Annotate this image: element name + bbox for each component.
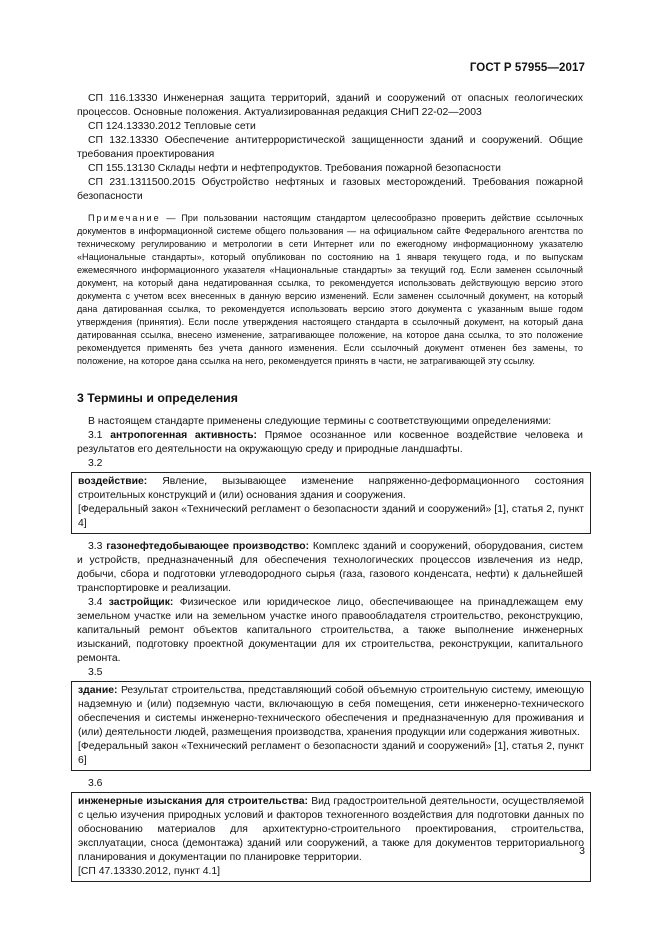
term-name: инженерные изыскания для строительства: [78,796,308,807]
term-number: 3.2 [88,458,103,469]
term-definition: Явление, вызывающее изменение напряженно-деформационного состояния строительных конструкций и (или) основания здания и сооружения. [78,476,584,501]
ref-item: СП 116.13330 Инженерная защита территорий, зданий и сооружений от опасных геологических процессов. Основные положения. Актуализированная редакция СНиП 22-02—2003 [77,93,583,118]
term-number: 3.3 [88,541,107,552]
note-text: — При пользовании настоящим стандартом целесообразно проверить действие ссылочных документов в информационной системе общего пользования — на официальном сайте Федерального агентства по техническому регулированию и метрологии в сети Интернет или по ежегодному информационному указателю «Национальные стандарты», который опубликован по состоянию на 1 января текущего года, и по выпускам ежемесячного информационного указателя «Национальные стандарты» за текущий год. Если заменен ссылочный документ, на который дана недатированная ссылка, то рекомендуется использовать действующую версию этого документа с учетом всех внесенных в данную версию изменений. Если заменен ссылочный документ, на который дана датированная ссылка, то рекомендуется использовать версию этого документа с указанным выше годом утверждения (принятия). Если после утверждения настоящего стандарта в ссылочный документ, на который дана датированная ссылка, внесено изменение, затрагивающее положение, на которое дана ссылка, то это положение рекомендуется применять без учета данного изменения. Если ссылочный документ отменен без замены, то положение, на которое дана ссылка на него, рекомендуется принять в части, не затрагивающей эту ссылку. [77,213,583,366]
ref-item: СП 155.13130 Склады нефти и нефтепродуктов. Требования пожарной безопасности [88,163,501,174]
term-number: 3.5 [88,667,103,678]
ref-item: СП 132.13330 Обеспечение антитеррористической защищенности зданий и сооружений. Общие требования проектирования [77,135,583,160]
term-source: [Федеральный закон «Технический регламент о безопасности зданий и сооружений» [1], статья 2, пункт 6] [78,741,584,766]
section-intro: В настоящем стандарте применены следующие термины с соответствующими определениями: [88,416,552,427]
ref-item: СП 231.1311500.2015 Обустройство нефтяных и газовых месторождений. Требования пожарной безопасности [77,177,583,202]
term-3-3 [77,540,583,596]
term-name: антропогенная активность: [110,430,257,441]
term-source: [Федеральный закон «Технический регламент о безопасности зданий и сооружений» [1], статья 2, пункт 4] [78,504,584,529]
term-definition: Комплекс зданий и сооружений, оборудования, систем и устройств, предназначенный для обеспечения технологических процессов извлечения из недр, добычи, сбора и подготовки углеводородного сырья (газа, газового конденсата, нефти) к дальнейшей транспортировке и реализации. [77,541,583,594]
note-label: Примечание [88,213,161,223]
term-3-1 [77,429,583,457]
term-number: 3.4 [88,597,109,608]
ref-item: СП 124.13330.2012 Тепловые сети [88,121,256,132]
page-number: 3 [579,845,585,857]
term-name: газонефтедобывающее производство: [106,541,310,552]
term-number: 3.6 [88,778,103,789]
section-title: 3 Термины и определения [77,391,238,405]
term-definition: Вид градостроительной деятельности, осуществляемой с целью изучения природных условий и факторов техногенного воздействия для подготовки данных по обоснованию материалов для архитектурно-строительного проектирования, строительства, эксплуатации, сноса (демонтажа) зданий или сооружений, а также для документов территориального планирования и документации по планировке территории. [78,796,585,863]
term-source: [СП 47.13330.2012, пункт 4.1] [78,866,221,877]
note-paragraph [77,212,583,368]
page-content [77,92,583,882]
term-box-3-2 [71,472,591,534]
term-box-3-5 [71,681,591,771]
term-3-4 [77,596,583,666]
term-number: 3.1 [88,430,111,441]
term-definition: Прямое осознанное или косвенное воздействие человека и результатов его деятельности на окружающую среду и природные ландшафты. [77,430,583,455]
term-box-3-6 [71,792,591,882]
document-code: ГОСТ Р 57955—2017 [469,62,585,74]
term-name: застройщик: [108,597,174,608]
term-definition: Физическое или юридическое лицо, обеспечивающее на принадлежащем ему земельном участке или на земельном участке иного правообладателя строительство, реконструкцию, капитальный ремонт объектов капитального строительства, а также выполнение инженерных изысканий, подготовку проектной документации для их строительства, реконструкции, капитального ремонта. [77,597,583,664]
term-definition: Результат строительства, представляющий собой объемную строительную систему, имеющую надземную и (или) подземную части, включающую в себя помещения, сети инженерно-технического обеспечения и системы инженерно-технического обеспечения и предназначенную для проживания и (или) деятельности людей, размещения производства, хранения продукции или содержания животных. [78,685,584,738]
term-name: воздействие: [78,476,148,487]
term-name: здание: [78,685,118,696]
